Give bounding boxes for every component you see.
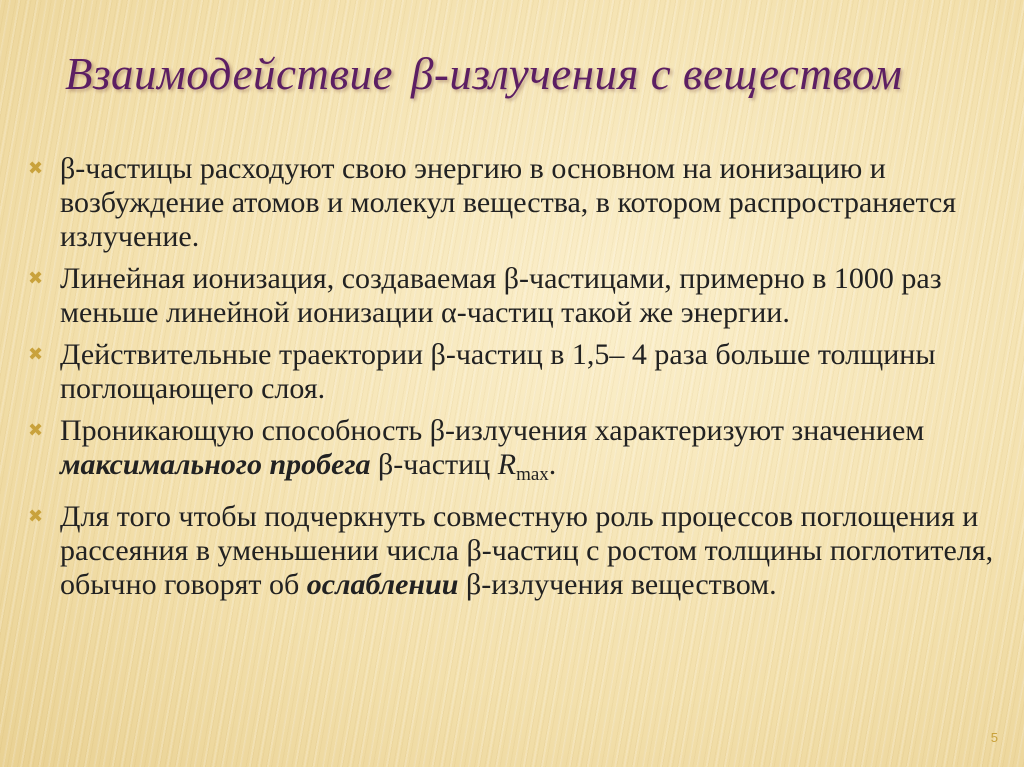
bullet-text: β-излучения веществом. <box>465 568 777 601</box>
range-subscript: max <box>516 464 549 485</box>
bullet-item-2 <box>28 262 1003 330</box>
bullet-emphasis: максимального пробега <box>60 448 371 481</box>
bullet-marker-icon: ✖ <box>28 268 44 289</box>
bullet-text: β-частицы расходуют свою энергию в основном на ионизацию и возбуждение атомов и молекул вещества, в котором распространяется излучение. <box>60 152 957 253</box>
title-part-2: β-излучения с веществом <box>410 49 903 99</box>
bullet-text: Проникающую способность β-излучения характеризуют значением <box>60 414 925 447</box>
title-part-1: Взаимодействие <box>65 49 393 99</box>
range-symbol: R <box>497 448 517 481</box>
bullet-item-4 <box>28 414 1003 492</box>
bullet-marker-icon: ✖ <box>28 420 44 441</box>
bullet-text: . <box>548 448 557 481</box>
slide-title <box>65 50 1005 100</box>
bullet-marker-icon: ✖ <box>28 158 44 179</box>
bullet-item-1 <box>28 152 1003 254</box>
bullet-text: Линейная ионизация, создаваемая β-частицами, примерно в 1000 раз меньше линейной ионизации α-частиц такой же энергии. <box>60 262 942 329</box>
slide-number: 5 <box>990 730 998 745</box>
bullet-text: Для того чтобы подчеркнуть совместную роль процессов поглощения и рассеяния в уменьшении числа β-частиц с ростом толщины поглотителя, обычно говорят об <box>60 500 994 601</box>
bullet-item-3 <box>28 338 1003 406</box>
bullet-text: Действительные траектории β-частиц в 1,5– 4 раза больше толщины поглощающего слоя. <box>60 338 936 405</box>
bullet-emphasis: ослаблении <box>306 568 459 601</box>
bullet-marker-icon: ✖ <box>28 344 44 365</box>
bullet-marker-icon: ✖ <box>28 506 44 527</box>
bullet-list <box>28 152 1003 610</box>
bullet-item-5 <box>28 500 1003 602</box>
bullet-text: β-частиц <box>378 448 491 481</box>
